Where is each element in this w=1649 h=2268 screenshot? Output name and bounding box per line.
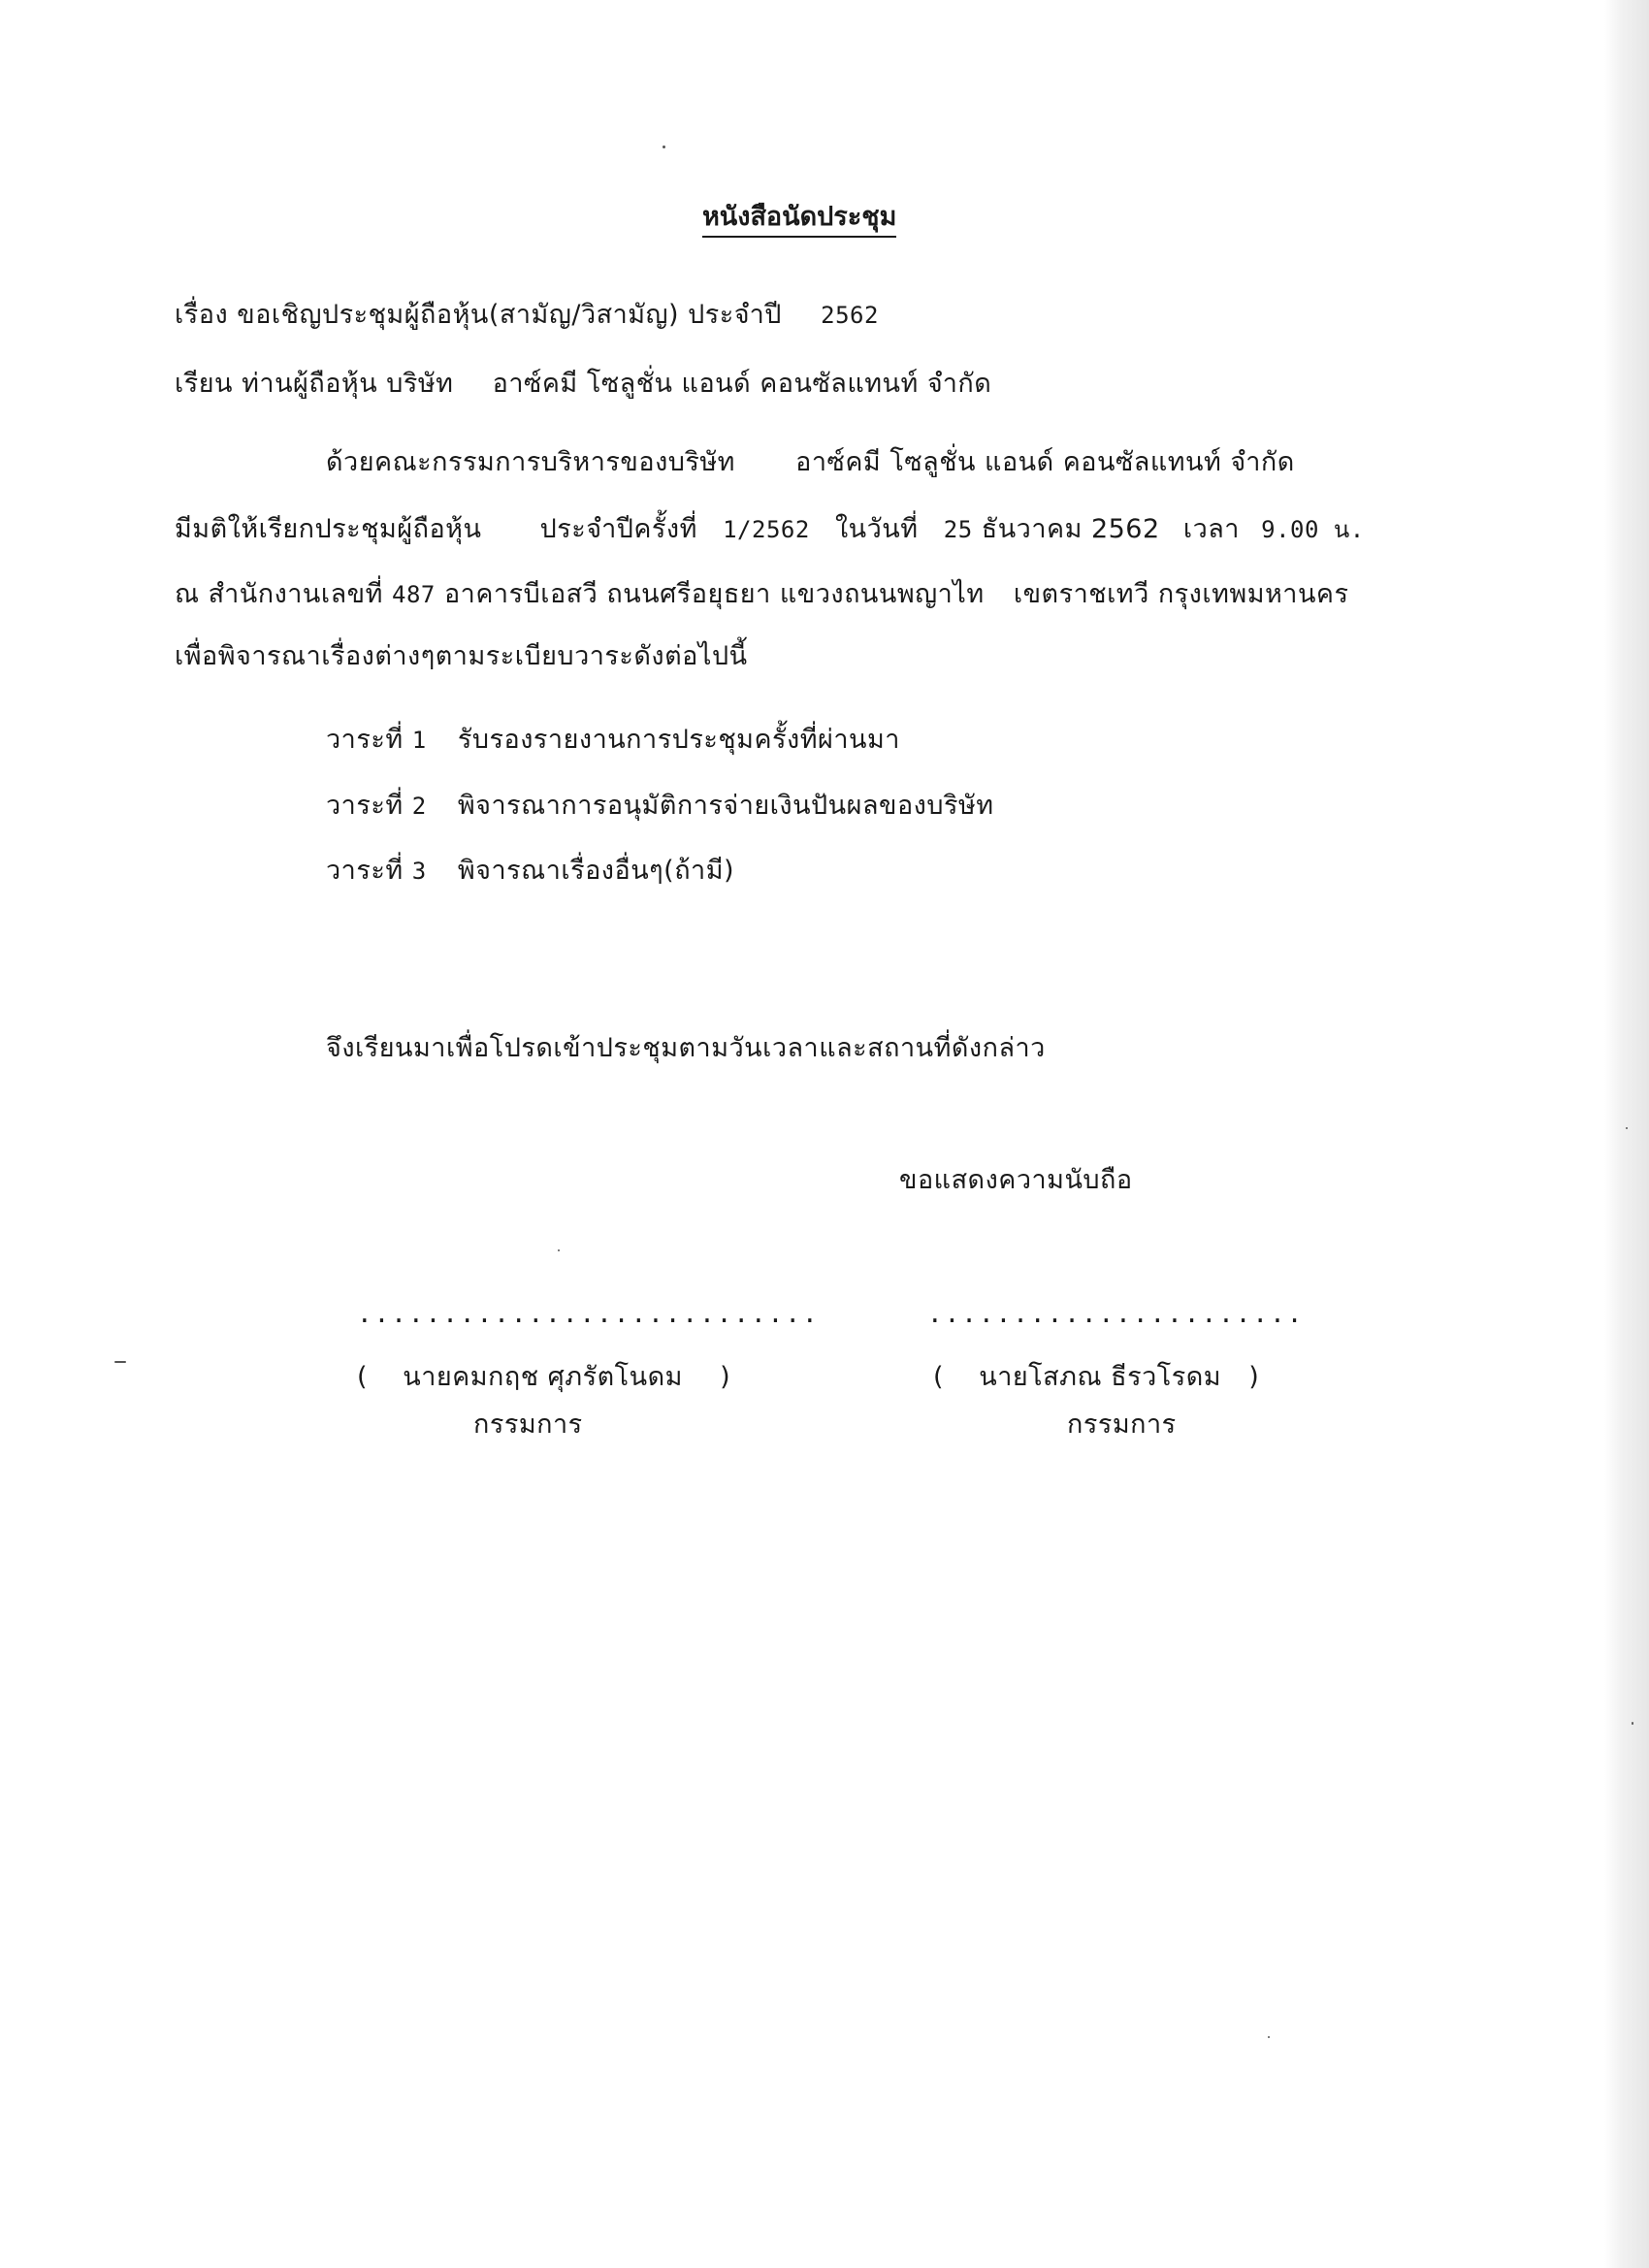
recipient-company: อาซ์คมี โซลูชั่น แอนด์ คอนซัลแทนท์ จำกัด	[492, 369, 992, 399]
signature-line-1: ...........................	[357, 1300, 820, 1329]
signature-line-2: ......................	[927, 1300, 1305, 1329]
close-paren: )	[1248, 1362, 1260, 1392]
scan-edge-shadow	[1604, 0, 1649, 2268]
scan-speck	[1632, 1722, 1633, 1725]
regards-text: ขอแสดงความนับถือ	[899, 1165, 1133, 1195]
agenda-intro: เพื่อพิจารณาเรื่องต่างๆตามระเบียบวาระดังต่อไปนี้	[175, 641, 748, 671]
agenda-item-label: วาระที่	[326, 856, 404, 886]
scan-speck	[114, 1361, 126, 1363]
body-line-1	[326, 446, 1295, 479]
recipient-label: เรียน	[175, 369, 234, 399]
subject-label: เรื่อง	[175, 300, 229, 330]
agenda-item-label: วาระที่	[326, 791, 404, 821]
location-prefix: ณ สำนักงานเลขที่	[175, 579, 383, 609]
body-resolution: มีมติให้เรียกประชุมผู้ถือหุ้น	[175, 514, 482, 544]
signatory-name-1	[357, 1361, 730, 1394]
agenda-item-text: พิจารณาเรื่องอื่นๆ(ถ้ามี)	[457, 856, 735, 886]
agenda-item-3	[326, 855, 734, 888]
subject-text: ขอเชิญประชุมผู้ถือหุ้น(สามัญ/วิสามัญ) ประจำปี	[237, 300, 782, 330]
signatory-name: นายคมกฤช ศุภรัตโนดม	[403, 1362, 683, 1392]
agenda-item-text: พิจารณาการอนุมัติการจ่ายเงินปันผลของบริษัท	[457, 791, 994, 821]
scan-speck	[663, 146, 665, 148]
meeting-number: 1/2562	[723, 516, 810, 543]
document-title: หนังสือนัดประชุม	[702, 201, 896, 238]
scan-speck	[1268, 2036, 1270, 2038]
signatory-position-2: กรรมการ	[1067, 1409, 1177, 1440]
agenda-item-text: รับรองรายงานการประชุมครั้งที่ผ่านมา	[457, 725, 900, 755]
body-line-3	[175, 578, 1348, 611]
time-value: 9.00 น.	[1261, 516, 1365, 543]
close-paren: )	[720, 1362, 731, 1392]
signatory-name-2	[933, 1361, 1259, 1394]
time-label: เวลา	[1182, 514, 1240, 544]
body-line-2	[175, 513, 1365, 546]
recipient-line	[175, 368, 991, 401]
recipient-text: ท่านผู้ถือหุ้น บริษัท	[242, 369, 454, 399]
subject-year: 2562	[821, 302, 879, 329]
scan-speck	[1626, 1127, 1628, 1129]
open-paren: (	[933, 1362, 945, 1392]
body-line-4	[175, 640, 748, 673]
agenda-item-1	[326, 724, 900, 757]
date-day: 25	[943, 516, 973, 543]
body-company: อาซ์คมี โซลูชั่น แอนด์ คอนซัลแทนท์ จำกัด	[795, 447, 1295, 477]
signatory-position-1: กรรมการ	[473, 1409, 583, 1440]
body-intro: ด้วยคณะกรรมการบริหารของบริษัท	[326, 447, 735, 477]
closing-sentence: จึงเรียนมาเพื่อโปรดเข้าประชุมตามวันเวลาและสถานที่ดังกล่าว	[326, 1033, 1046, 1063]
open-paren: (	[357, 1362, 369, 1392]
location-district: เขตราชเทวี กรุงเทพมหานคร	[1013, 579, 1349, 609]
subject-line	[175, 299, 879, 332]
signatory-name: นายโสภณ ธีรวโรดม	[979, 1362, 1222, 1392]
date-month-year: ธันวาคม 2562	[981, 514, 1160, 544]
agenda-item-number: 3	[411, 858, 427, 885]
scan-speck	[558, 1249, 560, 1251]
agenda-item-2	[326, 790, 994, 823]
location-text: อาคารบีเอสวี ถนนศรีอยุธยา แขวงถนนพญาไท	[443, 579, 985, 609]
meeting-number-label: ประจำปีครั้งที่	[539, 514, 697, 544]
location-number: 487	[392, 581, 436, 608]
agenda-item-label: วาระที่	[326, 725, 404, 755]
agenda-item-number: 2	[411, 793, 427, 820]
date-label: ในวันที่	[835, 514, 919, 544]
agenda-item-number: 1	[411, 727, 427, 754]
